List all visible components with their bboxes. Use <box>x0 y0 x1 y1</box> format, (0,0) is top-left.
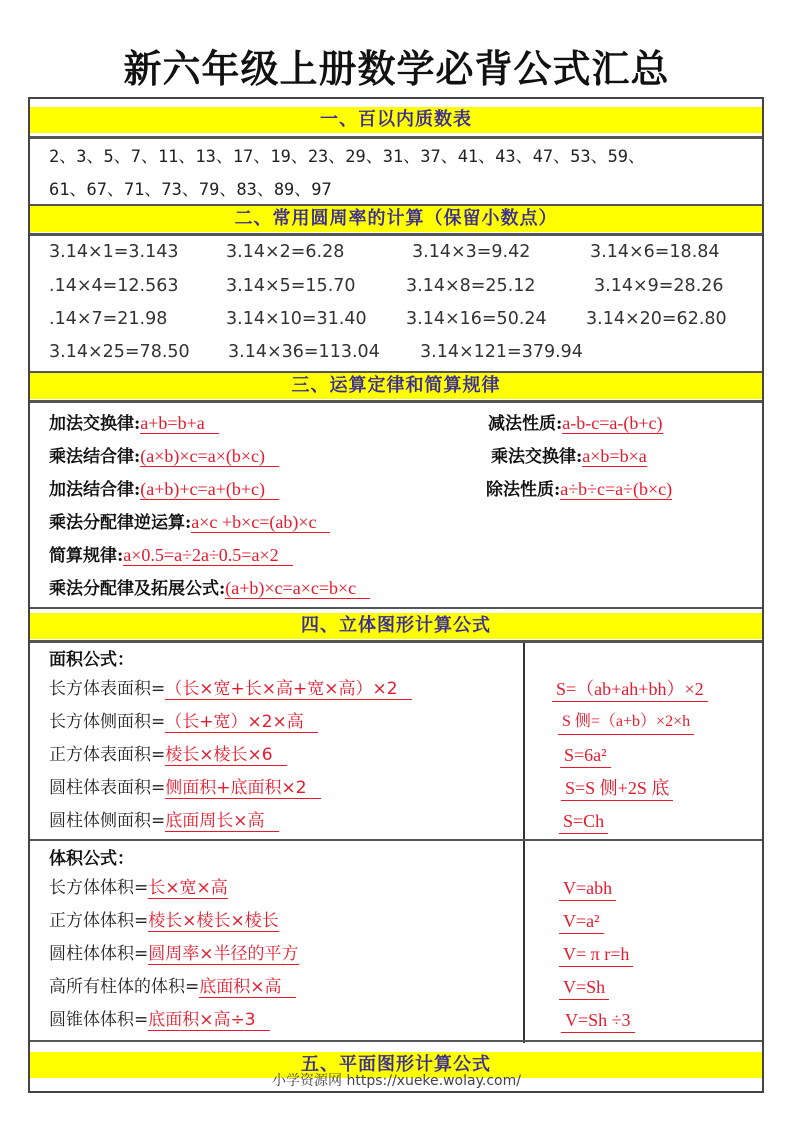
pi-cell: 3.14×25=78.50 <box>49 342 190 362</box>
divider <box>30 1040 762 1042</box>
pi-cell: 3.14×1=3.143 <box>49 242 179 262</box>
law-row: 乘法分配律逆运算:a×c +b×c=(ab)×c <box>49 510 330 535</box>
pi-cell: 3.14×8=25.12 <box>406 276 536 296</box>
area-title: 面积公式： <box>49 650 134 670</box>
volume-symbol-formula: V= π r=h <box>559 942 633 967</box>
area-symbol-formula: S=（ab+ah+bh）×2 <box>552 677 708 702</box>
volume-title: 体积公式： <box>49 849 134 869</box>
area-row: 正方体表面积=棱长×棱长×6 <box>49 743 287 767</box>
area-symbol-formula: S=S 侧+2S 底 <box>561 776 673 801</box>
area-symbol-formula: S=6a² <box>560 743 611 768</box>
section-3-heading: 三、运算定律和简算规律 <box>30 373 762 399</box>
pi-cell: 3.14×121=379.94 <box>420 342 583 362</box>
volume-row: 圆锥体体积=底面积×高÷3 <box>49 1008 270 1032</box>
pi-cell: 3.14×16=50.24 <box>406 309 547 329</box>
pi-cell: .14×7=21.98 <box>49 309 168 329</box>
pi-cell: 3.14×9=28.26 <box>594 276 724 296</box>
divider <box>30 233 762 236</box>
area-row: 长方体表面积=（长×宽+长×高+宽×高）×2 <box>49 677 412 701</box>
formula-frame <box>28 97 764 1093</box>
law-row: 除法性质:a÷b÷c=a÷(b×c) <box>486 479 673 500</box>
area-symbol-formula: S=Ch <box>559 809 608 834</box>
law-row: 减法性质:a-b-c=a-(b+c) <box>488 413 663 434</box>
prime-line-1: 2、3、5、7、11、13、17、19、23、29、31、37、41、43、47、53、59、 <box>49 147 646 167</box>
divider <box>30 640 762 643</box>
page-title: 新六年级上册数学必背公式汇总 <box>123 46 670 91</box>
prime-line-2: 61、67、71、73、79、83、89、97 <box>49 180 332 200</box>
volume-row: 圆柱体体积=圆周率×半径的平方 <box>49 944 299 964</box>
divider <box>30 400 762 403</box>
volume-symbol-formula: V=abh <box>559 876 616 901</box>
law-row: 加法交换律:a+b=b+a <box>49 411 219 436</box>
divider <box>30 839 762 841</box>
section-1-heading: 一、百以内质数表 <box>30 107 762 133</box>
pi-cell: 3.14×10=31.40 <box>226 309 367 329</box>
section-5-heading: 五、平面图形计算公式 <box>30 1052 762 1078</box>
law-row: 乘法交换律:a×b=b×a <box>491 446 647 467</box>
area-row: 长方体侧面积=（长+宽）×2×高 <box>49 710 318 734</box>
pi-cell: 3.14×6=18.84 <box>590 242 720 262</box>
volume-symbol-formula: V=Sh ÷3 <box>561 1008 635 1033</box>
section-4-heading: 四、立体图形计算公式 <box>30 613 762 639</box>
divider <box>30 136 762 139</box>
law-row: 乘法分配律及拓展公式:(a+b)×c=a×c=b×c <box>49 576 370 601</box>
prime-list <box>49 141 759 207</box>
pi-cell: .14×4=12.563 <box>49 276 179 296</box>
section-2-heading: 二、常用圆周率的计算（保留小数点） <box>30 206 762 232</box>
column-divider <box>523 643 525 1043</box>
law-row: 简算规律:a×0.5=a÷2a÷0.5=a×2 <box>49 543 293 568</box>
law-row: 乘法结合律:(a×b)×c=a×(b×c) <box>49 444 279 469</box>
area-row: 圆柱体侧面积=底面周长×高 <box>49 809 279 833</box>
volume-symbol-formula: V=Sh <box>559 975 609 1000</box>
pi-cell: 3.14×2=6.28 <box>226 242 345 262</box>
pi-cell: 3.14×20=62.80 <box>586 309 727 329</box>
area-symbol-formula: S 侧=（a+b）×2×h <box>558 710 694 735</box>
pi-cell: 3.14×36=113.04 <box>228 342 380 362</box>
volume-row: 长方体体积=长×宽×高 <box>49 878 228 898</box>
divider <box>30 607 762 609</box>
law-row: 加法结合律:(a+b)+c=a+(b+c) <box>49 477 279 502</box>
pi-cell: 3.14×3=9.42 <box>412 242 531 262</box>
pi-cell: 3.14×5=15.70 <box>226 276 356 296</box>
area-row: 圆柱体表面积=侧面积+底面积×2 <box>49 776 321 800</box>
volume-symbol-formula: V=a² <box>559 909 604 934</box>
volume-row: 正方体体积=棱长×棱长×棱长 <box>49 911 279 931</box>
volume-row: 高所有柱体的体积=底面积×高 <box>49 975 296 999</box>
watermark: 小学资源网 https://xueke.wolay.com/ <box>272 1073 521 1089</box>
